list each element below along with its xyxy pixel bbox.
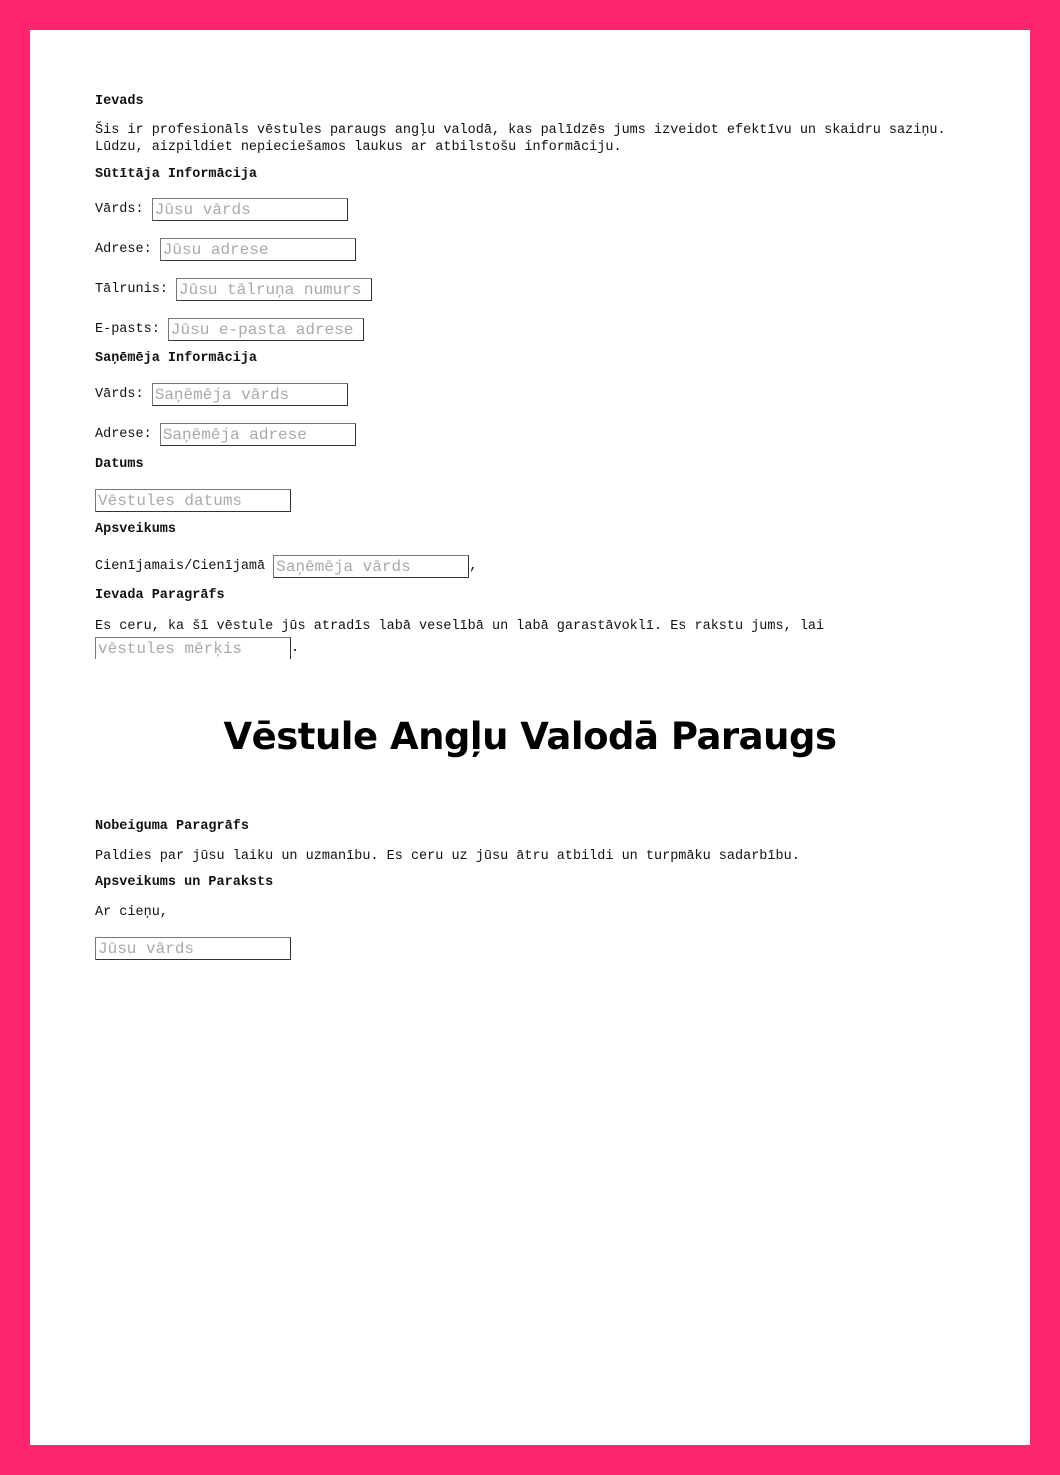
greeting-row xyxy=(95,555,477,578)
sender-email-row xyxy=(95,318,364,341)
intro-line-1: Šis ir profesionāls vēstules paraugs angļu valodā, kas palīdzēs jums izveidot efektīvu un skaidru saziņu. xyxy=(95,123,946,138)
recipient-name-row xyxy=(95,383,348,406)
opening-purpose-row xyxy=(95,637,299,660)
sender-phone-input[interactable] xyxy=(176,278,372,301)
letter-page xyxy=(30,30,1030,1445)
recipient-address-label: Adrese: xyxy=(95,427,152,442)
sender-phone-label: Tālrunis: xyxy=(95,282,168,297)
title-banner xyxy=(30,659,1030,814)
recipient-name-label: Vārds: xyxy=(95,387,144,402)
intro-line-2: Lūdzu, aizpildiet nepieciešamos laukus ar atbilstošu informāciju. xyxy=(95,140,622,155)
opening-heading: Ievada Paragrāfs xyxy=(95,588,225,603)
date-row xyxy=(95,489,291,512)
date-input[interactable] xyxy=(95,489,291,512)
recipient-name-input[interactable] xyxy=(152,383,348,406)
greeting-comma: , xyxy=(469,559,478,574)
signature-row xyxy=(95,937,291,960)
signature-heading: Apsveikums un Paraksts xyxy=(95,875,274,890)
recipient-address-input[interactable] xyxy=(160,423,356,446)
sender-address-row xyxy=(95,238,356,261)
sender-name-row xyxy=(95,198,348,221)
page-title: Vēstule Angļu Valodā Paraugs xyxy=(223,715,837,758)
intro-heading: Ievads xyxy=(95,94,144,109)
recipient-address-row xyxy=(95,423,356,446)
sender-heading: Sūtītāja Informācija xyxy=(95,167,258,182)
sender-address-label: Adrese: xyxy=(95,242,152,257)
signature-name-input[interactable] xyxy=(95,937,291,960)
sender-email-input[interactable] xyxy=(168,318,364,341)
greeting-heading: Apsveikums xyxy=(95,522,177,537)
signature-text: Ar cieņu, xyxy=(95,905,168,920)
opening-text: Es ceru, ka šī vēstule jūs atradīs labā veselībā un labā garastāvoklī. Es rakstu jums, lai xyxy=(95,619,825,634)
opening-period: . xyxy=(291,641,300,656)
letter-purpose-input[interactable] xyxy=(95,637,291,660)
recipient-heading: Saņēmēja Informācija xyxy=(95,351,258,366)
closing-heading: Nobeiguma Paragrāfs xyxy=(95,819,249,834)
greeting-prefix: Cienījamais/Cienījamā xyxy=(95,559,266,574)
closing-text: Paldies par jūsu laiku un uzmanību. Es ceru uz jūsu ātru atbildi un turpmāku sadarbību. xyxy=(95,849,800,864)
sender-address-input[interactable] xyxy=(160,238,356,261)
sender-phone-row xyxy=(95,278,372,301)
sender-name-label: Vārds: xyxy=(95,202,144,217)
greeting-recipient-input[interactable] xyxy=(273,555,469,578)
date-heading: Datums xyxy=(95,457,144,472)
sender-email-label: E-pasts: xyxy=(95,322,160,337)
sender-name-input[interactable] xyxy=(152,198,348,221)
